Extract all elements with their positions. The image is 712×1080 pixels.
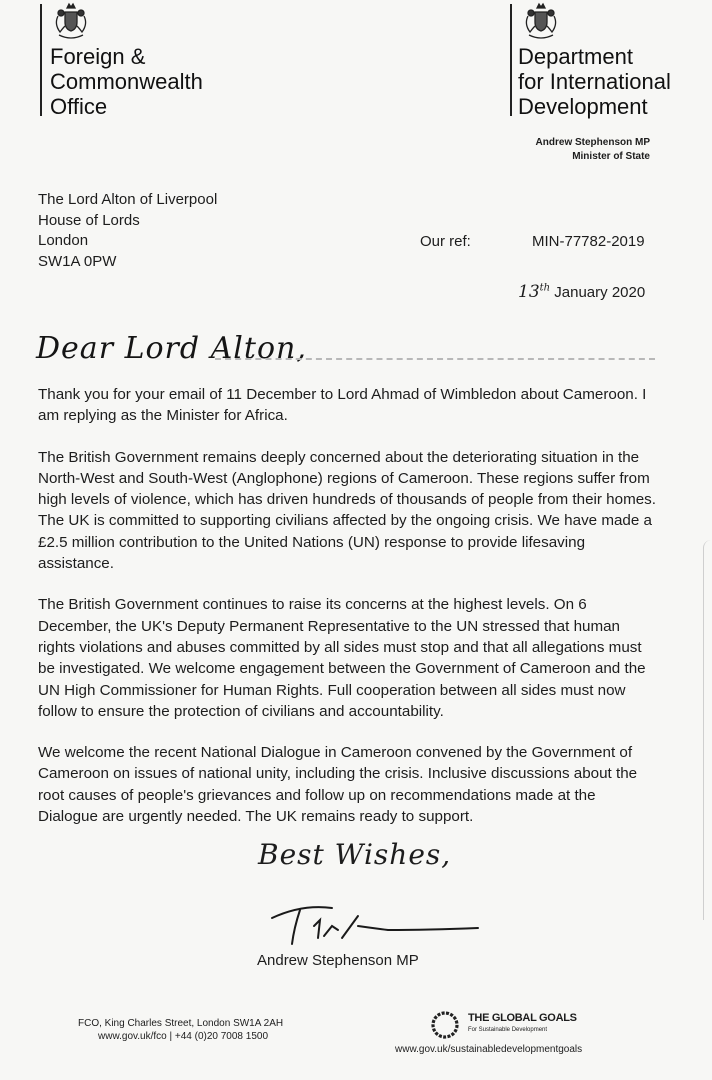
letter-body	[38, 384, 658, 847]
footer-address: FCO, King Charles Street, London SW1A 2AH	[78, 1018, 284, 1029]
royal-coat-of-arms-icon	[50, 2, 92, 44]
paragraph-2: The British Government remains deeply concerned about the deteriorating situation in the North-West and South-West (Anglophone) regions of Cameroon. These regions suffer from high levels of violence, which has driven hundreds of thousands of people from their homes. The UK is committed to supporting civilians affected by the ongoing crisis. We have made a £2.5 million contribution to the United Nations (UN) response to provide lifesaving assistance.	[38, 448, 656, 573]
page-edge-shadow	[703, 540, 712, 920]
closing-handwritten: Best Wishes,	[258, 838, 452, 871]
paragraph-3: The British Government continues to raise its concerns at the highest levels. On 6 December, the UK's Deputy Permanent Representative to the UN stressed that human rights violations and abuses committed by all sides must stop and that all allegations must be investigated. We welcome engagement between the Government of Cameroon and the UN High Commissioner for Human Rights. Full cooperation between all sides must now follow to ensure the protection of civilians and accountability.	[38, 596, 646, 720]
fco-logotype	[50, 44, 203, 119]
recipient-house: House of Lords	[38, 211, 140, 229]
date-suffix: th	[539, 282, 551, 294]
global-goals-wheel-icon	[428, 1008, 462, 1042]
paragraph-4: We welcome the recent National Dialogue in Cameroon convened by the Government of Cameroon on issues of national unity, including the crisis. Inclusive discussions about the root causes of people's grievances and follow up on recommendations made at the Dialogue are urgently needed. The UK remains ready to support.	[38, 744, 638, 826]
global-goals-subtitle: For Sustainable Development	[468, 1027, 548, 1033]
date-day-handwritten	[518, 282, 550, 302]
dfid-line-3: Development	[518, 94, 648, 119]
recipient-city: London	[38, 232, 89, 249]
recipient-postcode: SW1A 0PW	[38, 252, 117, 270]
dfid-line-2: for International	[518, 69, 671, 94]
footer-address-block	[78, 1017, 283, 1043]
dfid-line-1: Department	[518, 44, 633, 69]
reference-label: Our ref:	[420, 233, 471, 250]
date-day: 13	[518, 282, 540, 302]
signature-name: Andrew Stephenson MP	[257, 952, 419, 969]
minister-title: Minister of State	[572, 151, 650, 162]
paragraph-1: Thank you for your email of 11 December to Lord Ahmad of Wimbledon about Cameroon. I am replying as the Minister for Africa.	[38, 386, 647, 425]
footer-contact: www.gov.uk/fco | +44 (0)20 7008 1500	[98, 1031, 269, 1042]
royal-coat-of-arms-icon	[520, 2, 562, 44]
salutation-handwritten: Dear Lord Alton,	[36, 331, 307, 366]
signature-image	[262, 896, 482, 952]
recipient-name: The Lord Alton of Liverpool	[38, 191, 218, 208]
letter-date	[518, 282, 645, 302]
recipient-address	[38, 190, 217, 272]
minister-name: Andrew Stephenson MP	[535, 137, 650, 148]
date-month-year: January 2020	[554, 284, 646, 301]
global-goals-url: www.gov.uk/sustainabledevelopmentgoals	[395, 1044, 583, 1055]
salutation-guide-line	[215, 358, 655, 360]
left-header-rule	[40, 4, 42, 116]
minister-block	[536, 136, 650, 164]
fco-line-1: Foreign &	[50, 44, 146, 69]
global-goals-title: THE GLOBAL GOALS	[468, 1012, 577, 1024]
fco-line-3: Office	[50, 94, 108, 119]
right-header-rule	[510, 4, 512, 116]
reference-value: MIN-77782-2019	[532, 233, 645, 250]
fco-line-2: Commonwealth	[50, 69, 203, 94]
dfid-logotype	[518, 44, 671, 119]
